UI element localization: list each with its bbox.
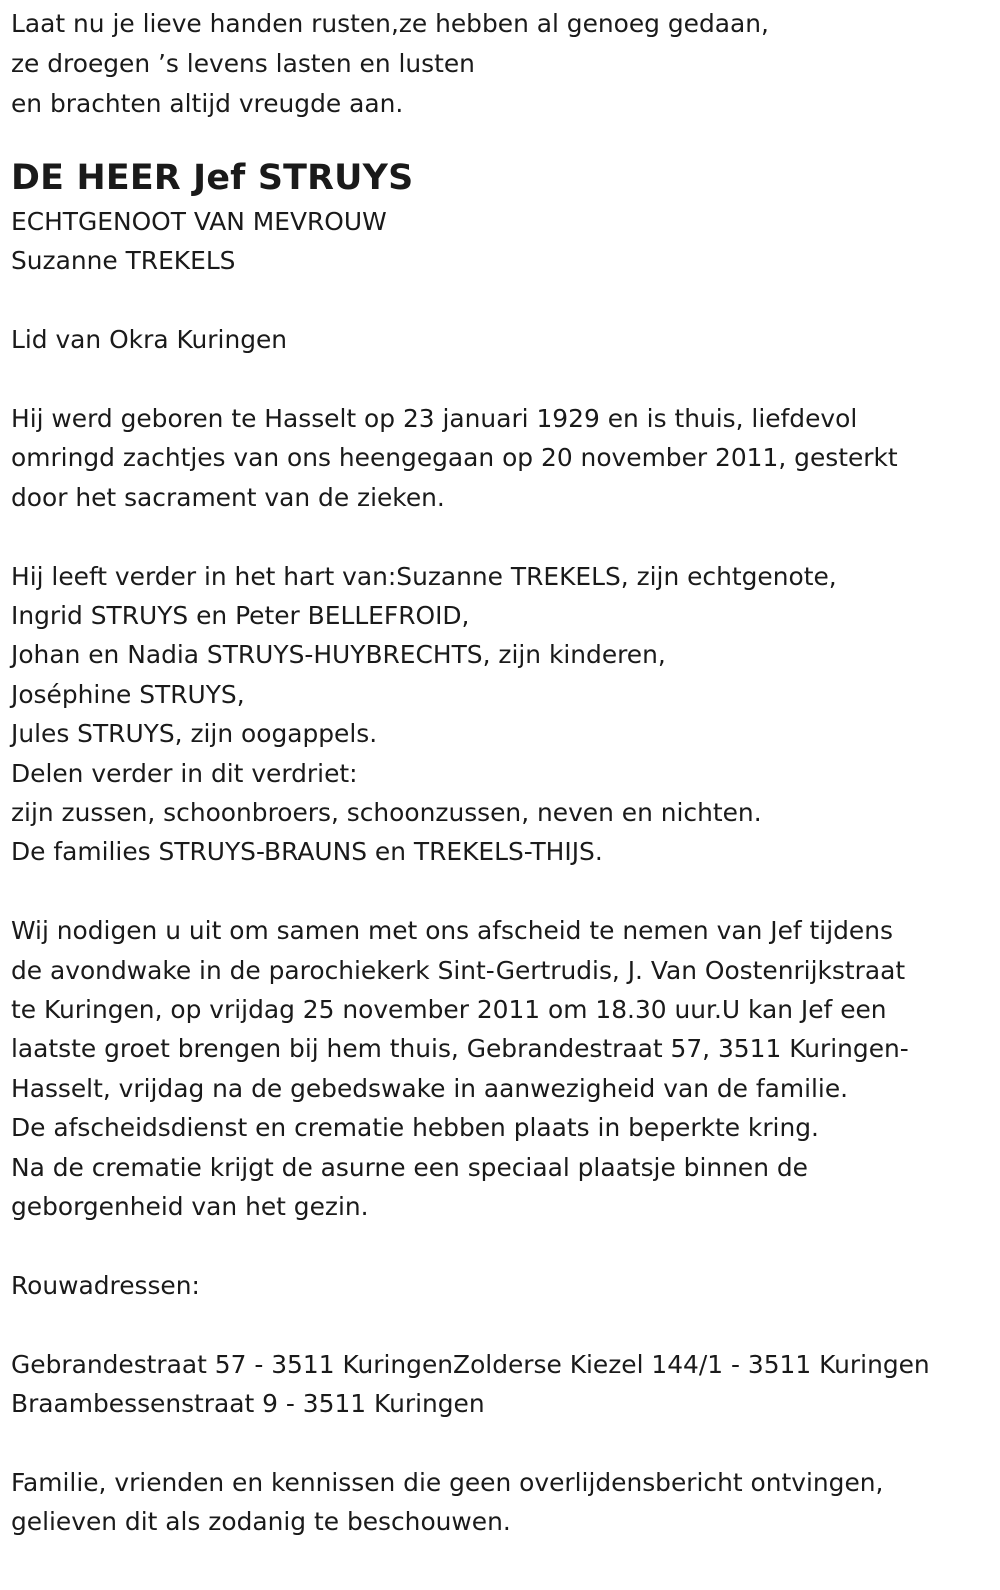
condolence-label-block bbox=[11, 1266, 990, 1305]
closing-block bbox=[11, 1463, 990, 1542]
invitation-line: de avondwake in de parochiekerk Sint-Gertrudis, J. Van Oostenrijkstraat bbox=[11, 955, 906, 985]
closing-line: Familie, vrienden en kennissen die geen overlijdensbericht ontvingen, bbox=[11, 1467, 884, 1497]
birth-death-line: omringd zachtjes van ons heengegaan op 20 november 2011, gesterkt bbox=[11, 443, 898, 473]
membership-text: Lid van Okra Kuringen bbox=[11, 325, 288, 355]
survivors-line: Joséphine STRUYS, bbox=[11, 679, 245, 709]
survivors-block bbox=[11, 557, 990, 872]
deceased-name: DE HEER Jef STRUYS bbox=[11, 158, 414, 198]
poem-line: en brachten altijd vreugde aan. bbox=[11, 89, 404, 118]
closing-line: gelieven dit als zodanig te beschouwen. bbox=[11, 1507, 511, 1537]
addresses-block bbox=[11, 1345, 990, 1424]
spouse-name: Suzanne TREKELS bbox=[11, 246, 236, 276]
invitation-line: laatste groet brengen bij hem thuis, Gebrandestraat 57, 3511 Kuringen- bbox=[11, 1034, 909, 1064]
survivors-line: De families STRUYS-BRAUNS en TREKELS-THIJS. bbox=[11, 837, 603, 867]
survivors-line: Jules STRUYS, zijn oogappels. bbox=[11, 719, 378, 749]
invitation-line: Hasselt, vrijdag na de gebedswake in aanwezigheid van de familie. bbox=[11, 1073, 849, 1103]
birth-death-line: door het sacrament van de zieken. bbox=[11, 482, 445, 512]
address-line: Braambessenstraat 9 - 3511 Kuringen bbox=[11, 1389, 485, 1419]
poem-line: ze droegen ’s levens lasten en lusten bbox=[11, 49, 475, 78]
invitation-line: te Kuringen, op vrijdag 25 november 2011 om 18.30 uur.U kan Jef een bbox=[11, 995, 887, 1025]
survivors-line: Delen verder in dit verdriet: bbox=[11, 758, 358, 788]
invitation-line: Na de crematie krijgt de asurne een speciaal plaatsje binnen de bbox=[11, 1152, 808, 1182]
poem-line: Laat nu je lieve handen rusten,ze hebben al genoeg gedaan, bbox=[11, 9, 769, 38]
membership-block bbox=[11, 320, 990, 359]
invitation-block bbox=[11, 911, 990, 1226]
survivors-line: Hij leeft verder in het hart van:Suzanne TREKELS, zijn echtgenote, bbox=[11, 561, 837, 591]
survivors-line: Johan en Nadia STRUYS-HUYBRECHTS, zijn kinderen, bbox=[11, 640, 666, 670]
survivors-line: zijn zussen, schoonbroers, schoonzussen, neven en nichten. bbox=[11, 798, 762, 828]
invitation-line: Wij nodigen u uit om samen met ons afscheid te nemen van Jef tijdens bbox=[11, 916, 893, 946]
birth-death-line: Hij werd geboren te Hasselt op 23 januari 1929 en is thuis, liefdevol bbox=[11, 404, 858, 433]
address-line: Gebrandestraat 57 - 3511 KuringenZolderse Kiezel 144/1 - 3511 Kuringen bbox=[11, 1349, 930, 1379]
spouse-line: ECHTGENOOT VAN MEVROUW bbox=[11, 207, 387, 236]
spouse-block bbox=[11, 202, 990, 281]
poem bbox=[11, 4, 990, 124]
condolence-label: Rouwadressen: bbox=[11, 1270, 200, 1300]
invitation-line: geborgenheid van het gezin. bbox=[11, 1192, 369, 1222]
invitation-line: De afscheidsdienst en crematie hebben plaats in beperkte kring. bbox=[11, 1113, 819, 1143]
birth-death-block bbox=[11, 399, 990, 517]
survivors-line: Ingrid STRUYS en Peter BELLEFROID, bbox=[11, 601, 470, 631]
